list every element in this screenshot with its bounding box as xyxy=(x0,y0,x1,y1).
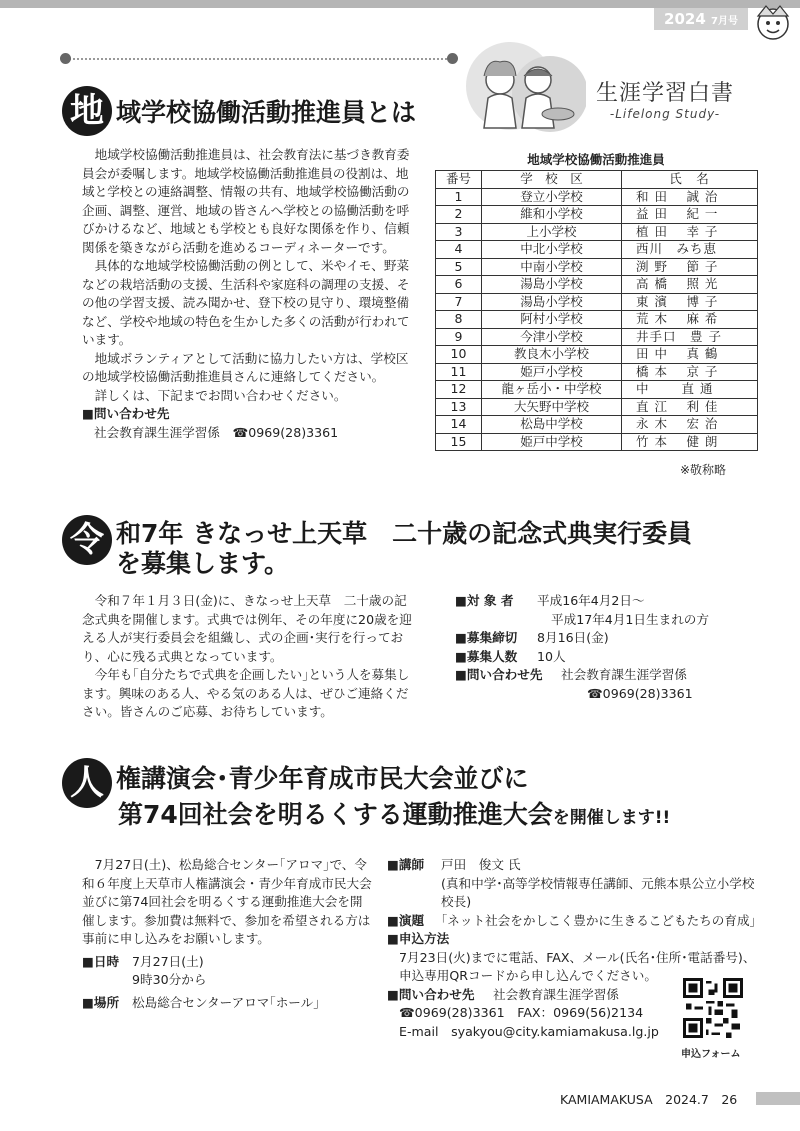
section3-title-suffix: を開催します!! xyxy=(552,808,671,828)
row-number: 8 xyxy=(436,311,482,329)
apply-label: ■申込方法 xyxy=(387,931,450,946)
lecture-theme xyxy=(387,912,757,931)
info-target-value xyxy=(537,592,709,629)
section3-contact-mail: E-mail syakyou@city.kamiamakusa.lg.jp xyxy=(399,1023,659,1039)
dot-left xyxy=(60,53,71,64)
row-number: 9 xyxy=(436,328,482,346)
table-row xyxy=(436,223,758,241)
row-person: 高 橋 照 光 xyxy=(622,276,758,294)
table-header-number: 番号 xyxy=(436,171,482,189)
row-school: 湯島小学校 xyxy=(482,293,622,311)
brand-block xyxy=(590,76,740,121)
lecturer xyxy=(387,856,757,875)
info-target-line1: 平成16年4月2日～ xyxy=(537,593,645,608)
table-row xyxy=(436,398,758,416)
table-row xyxy=(436,188,758,206)
members-table xyxy=(435,170,758,451)
header-dotted-line xyxy=(66,58,451,60)
row-school: 今津小学校 xyxy=(482,328,622,346)
table-row xyxy=(436,258,758,276)
issue-label xyxy=(654,8,748,30)
section1-para-3: 地域ボランティアとして活動に協力したい方は、学校区の地域学校協働活動推進員さんに連絡してください。 xyxy=(82,350,409,384)
event-date-line2: 9時30分から xyxy=(132,972,207,987)
info-contact xyxy=(455,666,755,703)
row-number: 11 xyxy=(436,363,482,381)
brand-title: 生涯学習白書 xyxy=(595,81,734,106)
qr-label: 申込フォーム xyxy=(681,1049,741,1060)
row-person: 中 直 通 xyxy=(622,381,758,399)
row-person: 井手口 豊 子 xyxy=(622,328,758,346)
row-school: 上小学校 xyxy=(482,223,622,241)
page-footer: KAMIAMAKUSA 2024.7 26 xyxy=(560,1092,738,1107)
info-count-label: ■募集人数 xyxy=(455,648,518,664)
row-person: 直 江 利 佳 xyxy=(622,398,758,416)
event-date-line1: 7月27日(土) xyxy=(132,953,204,969)
section1-contact-label: ■問い合わせ先 xyxy=(82,406,170,421)
table-row xyxy=(436,293,758,311)
section3-contact-tel: ☎0969(28)3361 FAX：0969(56)2134 xyxy=(399,1005,644,1020)
section2-para-1: 令和７年１月３日(金)に、きなっせ上天草 二十歳の記念式典を開催します。式典では例年、その年度に20歳を迎える人が実行委員会を組織し、式の企画･実行を行っており、心に残る式典となっています。 xyxy=(82,593,412,664)
table-row xyxy=(436,206,758,224)
event-date-label: ■日時 xyxy=(82,953,120,969)
lecturer-label: ■講師 xyxy=(387,857,425,872)
section3-contact-org: 社会教育課生涯学習係 xyxy=(493,986,619,1002)
table-row xyxy=(436,346,758,364)
table-row xyxy=(436,433,758,451)
section1-badge: 地 xyxy=(62,86,112,136)
info-count-value: 10人 xyxy=(537,648,566,664)
top-bar xyxy=(0,0,800,8)
brand-subtitle: -Lifelong Study- xyxy=(609,107,721,121)
section1-body xyxy=(82,146,419,442)
row-number: 6 xyxy=(436,276,482,294)
row-person: 西川 みち恵 xyxy=(622,241,758,259)
info-deadline-value: 8月16日(金) xyxy=(537,630,609,645)
row-number: 2 xyxy=(436,206,482,224)
info-count xyxy=(455,648,755,667)
row-person: 和 田 誠 治 xyxy=(622,188,758,206)
row-number: 3 xyxy=(436,223,482,241)
row-school: 中南小学校 xyxy=(482,258,622,276)
table-header-school: 学 校 区 xyxy=(482,171,622,189)
row-school: 阿村小学校 xyxy=(482,311,622,329)
row-person: 田 中 真 鶴 xyxy=(622,346,758,364)
table-row xyxy=(436,276,758,294)
row-school: 松島中学校 xyxy=(482,416,622,434)
section3-title-line1: 権講演会･青少年育成市民大会並びに xyxy=(116,764,529,793)
table-row xyxy=(436,241,758,259)
lecture-theme-label: ■演題 xyxy=(387,912,425,928)
info-target-label: ■対 象 者 xyxy=(455,593,514,608)
section2-info xyxy=(455,592,755,703)
section2-title xyxy=(116,519,692,579)
table-row xyxy=(436,328,758,346)
row-person: 益 田 紀 一 xyxy=(622,206,758,224)
row-number: 5 xyxy=(436,258,482,276)
dot-right xyxy=(447,53,458,64)
lecturer-name: 戸田 俊文 氏 xyxy=(441,857,521,872)
section2-heading xyxy=(62,515,692,579)
section3-title-line2-wrap xyxy=(118,798,670,835)
footer-bar xyxy=(756,1092,800,1105)
event-place-label: ■場所 xyxy=(82,994,120,1010)
row-school: 龍ヶ岳小・中学校 xyxy=(482,381,622,399)
section1-heading xyxy=(62,86,416,136)
row-person: 橋 本 京 子 xyxy=(622,363,758,381)
event-date-value xyxy=(132,953,206,990)
issue-year: 2024 xyxy=(664,10,706,28)
row-school: 登立小学校 xyxy=(482,188,622,206)
row-person: 東 濱 博 子 xyxy=(622,293,758,311)
issue-month: 7月号 xyxy=(711,16,738,27)
row-number: 15 xyxy=(436,433,482,451)
section3-body xyxy=(82,856,374,1012)
info-contact-line1: 社会教育課生涯学習係 xyxy=(561,667,687,682)
section3-para: 7月27日(土)、松島総合センター｢アロマ｣で、令和６年度上天草市人権講演会・青少年育成市民大会並びに第74回社会を明るくする運動推進大会を開催します。参加費は無料で、参加を希望される方は事前に申し込みをお願いします。 xyxy=(82,857,372,946)
table-row xyxy=(436,363,758,381)
section3-title-line2: 第74回社会を明るくする運動推進大会 xyxy=(118,800,553,829)
row-person: 荒 木 麻 希 xyxy=(622,311,758,329)
info-contact-value xyxy=(561,666,693,703)
row-number: 13 xyxy=(436,398,482,416)
row-person: 竹 本 健 朗 xyxy=(622,433,758,451)
row-school: 中北小学校 xyxy=(482,241,622,259)
section1-title: 域学校協働活動推進員とは xyxy=(116,98,417,127)
section3-badge: 人 xyxy=(62,758,112,808)
section1-para-2: 具体的な地域学校協働活動の例として、米やイモ、野菜などの栽培活動の支援、生活科や家庭科の調理の支援、その他の学習支援、読み聞かせ、登下校の見守り、環境整備など、学校や地域の特色を生かした多くの活動が行われています。 xyxy=(82,258,410,347)
qr-code-icon[interactable] xyxy=(683,978,743,1038)
info-contact-label: ■問い合わせ先 xyxy=(455,667,543,682)
row-school: 教良木小学校 xyxy=(482,346,622,364)
section1-contact-text: 社会教育課生涯学習係 ☎0969(28)3361 xyxy=(94,424,339,440)
row-number: 12 xyxy=(436,381,482,399)
honorific-note: ※敬称略 xyxy=(680,463,727,477)
table-row xyxy=(436,311,758,329)
event-place-value: 松島総合センターアロマ｢ホール｣ xyxy=(132,994,320,1010)
event-date xyxy=(82,953,374,990)
section2-badge: 令 xyxy=(62,515,112,565)
section3-contact-label: ■問い合わせ先 xyxy=(387,986,475,1002)
members-table-caption: 地域学校協働活動推進員 xyxy=(527,152,665,167)
section1-para-1: 地域学校協働活動推進員は、社会教育法に基づき教育委員会が委嘱します。地域学校協働活動推進員の役割は、地域と学校との連絡調整、情報の共有、地域学校協働活動の企画、調整、運営、地域の皆さんへ学校との協働活動を呼びかけるなど、地域とも学校とも良好な関係を作り、信頼関係を築きながら活動を進めるコーディネーターです。 xyxy=(82,147,410,255)
section3-title xyxy=(116,762,529,796)
row-school: 姫戸小学校 xyxy=(482,363,622,381)
section2-title-line2: を募集します。 xyxy=(116,549,290,578)
row-number: 1 xyxy=(436,188,482,206)
row-school: 湯島小学校 xyxy=(482,276,622,294)
table-row xyxy=(436,381,758,399)
section2-para-2: 今年も｢自分たちで式典を企画したい｣という人を募集します。興味のある人、やる気のある人は、ぜひご連絡ください。皆さんのご応募、お待ちしています。 xyxy=(82,667,410,719)
table-row xyxy=(436,416,758,434)
info-deadline-label: ■募集締切 xyxy=(455,630,518,645)
row-person: 渕 野 節 子 xyxy=(622,258,758,276)
row-person: 植 田 幸 子 xyxy=(622,223,758,241)
row-number: 7 xyxy=(436,293,482,311)
row-school: 大矢野中学校 xyxy=(482,398,622,416)
section2-title-line1: 和7年 きなっせ上天草 二十歳の記念式典実行委員 xyxy=(116,519,693,548)
row-number: 4 xyxy=(436,241,482,259)
info-deadline xyxy=(455,629,755,648)
lecturer-note: (真和中学･高等学校情報専任講師、元熊本県公立小学校校長) xyxy=(441,875,755,909)
table-header-name: 氏 名 xyxy=(622,171,758,189)
row-person: 永 木 宏 治 xyxy=(622,416,758,434)
row-number: 14 xyxy=(436,416,482,434)
row-number: 10 xyxy=(436,346,482,364)
event-place xyxy=(82,994,374,1013)
lecture-theme-text: ｢ネット社会をかしこく豊かに生きるこどもたちの育成｣ xyxy=(441,912,756,928)
info-target-line2: 平成17年4月1日生まれの方 xyxy=(551,611,709,627)
info-target xyxy=(455,592,755,629)
seniors-illustration-icon xyxy=(458,36,586,136)
mascot-icon xyxy=(750,0,796,46)
section1-para-4: 詳しくは、下記までお問い合わせください。 xyxy=(94,387,347,403)
row-school: 維和小学校 xyxy=(482,206,622,224)
row-school: 姫戸中学校 xyxy=(482,433,622,451)
apply-text: 7月23日(火)までに電話、FAX、メール(氏名･住所･電話番号)、申込専用QRコードから申し込んでください。 xyxy=(399,949,756,983)
table-header-row xyxy=(436,171,758,189)
info-contact-line2: ☎0969(28)3361 xyxy=(587,685,693,701)
section2-body xyxy=(82,592,418,722)
